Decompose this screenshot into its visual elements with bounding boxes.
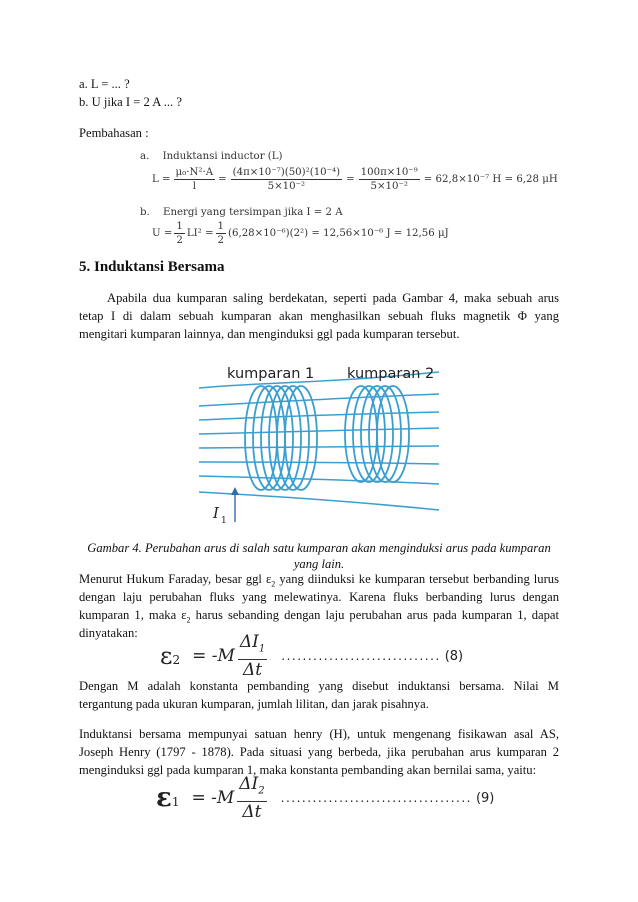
- half-den-1: 2: [176, 235, 183, 246]
- L-fraction-3: [359, 166, 420, 193]
- eq9-epsilon-sub: 1: [171, 795, 180, 809]
- paragraph-2-line-4: dinyatakan:: [79, 626, 138, 640]
- current-label: I: [213, 504, 219, 522]
- eq9-denominator: Δt: [242, 802, 262, 823]
- current-arrow-head: [231, 487, 239, 495]
- eq8-numerator: [238, 632, 267, 660]
- eq9-dots: ....................................: [280, 791, 472, 805]
- energy-formula: [152, 220, 449, 247]
- figure-caption-line-1: Gambar 4. Perubahan arus di salah satu kumparan akan menginduksi arus pada kumparan: [87, 541, 551, 555]
- coil-diagram: [199, 354, 439, 530]
- mutual-induction-figure: [199, 354, 439, 530]
- L-fraction-3-den: 5×10⁻²: [370, 181, 408, 192]
- L-fraction-1-num: μ₀·N²·A: [175, 167, 214, 178]
- solution-b-heading: [140, 206, 343, 220]
- U-result: (6,28×10⁻⁶)(2²) = 12,56×10⁻⁶ J = 12,56 μJ: [228, 227, 449, 239]
- p2-line3-sub: 2: [186, 615, 191, 625]
- half-num-2: 1: [217, 221, 224, 232]
- paragraph-3-line-1: Dengan M adalah konstanta pembanding yang disebut induktansi bersama. Nilai M: [79, 679, 559, 693]
- L-fraction-2: [231, 166, 342, 193]
- field-line: [199, 462, 439, 464]
- p2-line3-pre: kumparan 1, maka ε: [79, 608, 187, 622]
- paragraph-2-line-3: [79, 606, 559, 630]
- eq8-num-text: ΔI: [239, 631, 259, 652]
- solution-a-title: Induktansi inductor (L): [162, 151, 283, 162]
- L-fraction-1: [174, 166, 216, 193]
- paragraph-1-line-2: tetap I di dalam sebuah kumparan akan menghasilkan sebuah fluks magnetik Φ yang: [79, 309, 559, 323]
- pembahasan-label: Pembahasan :: [79, 126, 149, 140]
- half-num-1: 1: [176, 221, 183, 232]
- p2-line1-sub: 2: [271, 579, 276, 589]
- paragraph-1-line-1: Apabila dua kumparan saling berdekatan, seperti pada Gambar 4, maka sebuah arus: [107, 291, 559, 305]
- L-lhs: L =: [152, 173, 171, 185]
- eq8-epsilon-sub: 2: [172, 653, 181, 667]
- p2-line1-pre: Menurut Hukum Faraday, besar ggl ε: [79, 572, 272, 586]
- U-lhs: U =: [152, 227, 173, 239]
- equation-8: [160, 631, 464, 681]
- eq8-num-sub: 1: [258, 643, 266, 655]
- coil-2-label: kumparan 2: [347, 366, 435, 382]
- LI2-term: LI² =: [186, 227, 214, 239]
- half-fraction-2: [216, 220, 226, 247]
- figure-caption-line-2: yang lain.: [293, 557, 345, 571]
- question-a: a. L = ... ?: [79, 77, 130, 91]
- field-line: [199, 446, 439, 448]
- eq8-dots: ..............................: [281, 649, 441, 663]
- eq9-epsilon: ε: [156, 783, 172, 813]
- solution-a-label: a.: [140, 151, 150, 162]
- half-fraction-1: [174, 220, 184, 247]
- eq8-fraction: [238, 632, 267, 680]
- equals-1: =: [218, 173, 227, 185]
- solution-b-label: b.: [140, 207, 150, 218]
- eq9-num-text: ΔI: [239, 773, 259, 794]
- p2-line1-post: yang diinduksi ke kumparan tersebut berbanding lurus: [275, 572, 559, 586]
- section-title: 5. Induktansi Bersama: [79, 259, 225, 275]
- field-line: [199, 476, 439, 484]
- current-subscript: 1: [221, 516, 227, 526]
- field-line: [199, 428, 439, 434]
- eq8-number: (8): [444, 648, 464, 664]
- p2-line3-post: harus sebanding dengan laju perubahan arus pada kumparan 1, dapat: [190, 608, 559, 622]
- paragraph-2-line-2: dengan laju perubahan fluks yang melewatinya. Karena fluks berbanding lurus dengan: [79, 590, 559, 604]
- solution-b-title: Energi yang tersimpan jika I = 2 A: [163, 207, 343, 218]
- eq9-number: (9): [475, 790, 495, 806]
- inductance-formula: [152, 166, 558, 193]
- eq8-epsilon: ε: [160, 642, 173, 670]
- L-result: = 62,8×10⁻⁷ H = 6,28 μH: [423, 173, 558, 185]
- field-line: [199, 412, 439, 420]
- paragraph-4-line-1: Induktansi bersama mempunyai satuan henry (H), untuk mengenang fisikawan asal AS,: [79, 727, 559, 741]
- equals-2: =: [346, 173, 355, 185]
- coil-2: [345, 386, 409, 482]
- solution-a-heading: [140, 150, 283, 164]
- coil-1: [245, 386, 317, 490]
- paragraph-4-line-2: Joseph Henry (1797 - 1878). Pada situasi yang berbeda, jika perubahan arus kumparan 2: [79, 745, 559, 759]
- eq9-num-sub: 2: [258, 785, 265, 797]
- eq9-numerator: [237, 774, 266, 802]
- eq8-minus-M: = -M: [192, 646, 235, 666]
- eq9-minus-M: = -M: [191, 788, 235, 808]
- L-fraction-2-num: (4π×10⁻⁷)(50)²(10⁻⁴): [232, 167, 341, 178]
- equation-9: [156, 774, 494, 822]
- eq9-fraction: [237, 774, 266, 822]
- coil-1-label: kumparan 1: [227, 366, 315, 382]
- paragraph-4-line-3: menginduksi ggl pada kumparan 1, maka konstanta pembanding akan bernilai sama, yaitu:: [79, 763, 537, 777]
- half-den-2: 2: [217, 235, 224, 246]
- L-fraction-2-den: 5×10⁻²: [267, 181, 306, 192]
- paragraph-1-line-3: mengitari kumparan lainnya, dan menginduksi ggl pada kumparan tersebut.: [79, 327, 460, 341]
- paragraph-3-line-2: tergantung pada ukuran kumparan, jumlah lilitan, dan jarak pisahnya.: [79, 697, 429, 711]
- question-b: b. U jika I = 2 A ... ?: [79, 95, 182, 109]
- L-fraction-1-den: l: [192, 181, 196, 192]
- L-fraction-3-num: 100π×10⁻⁹: [360, 167, 418, 178]
- eq8-denominator: Δt: [243, 660, 263, 681]
